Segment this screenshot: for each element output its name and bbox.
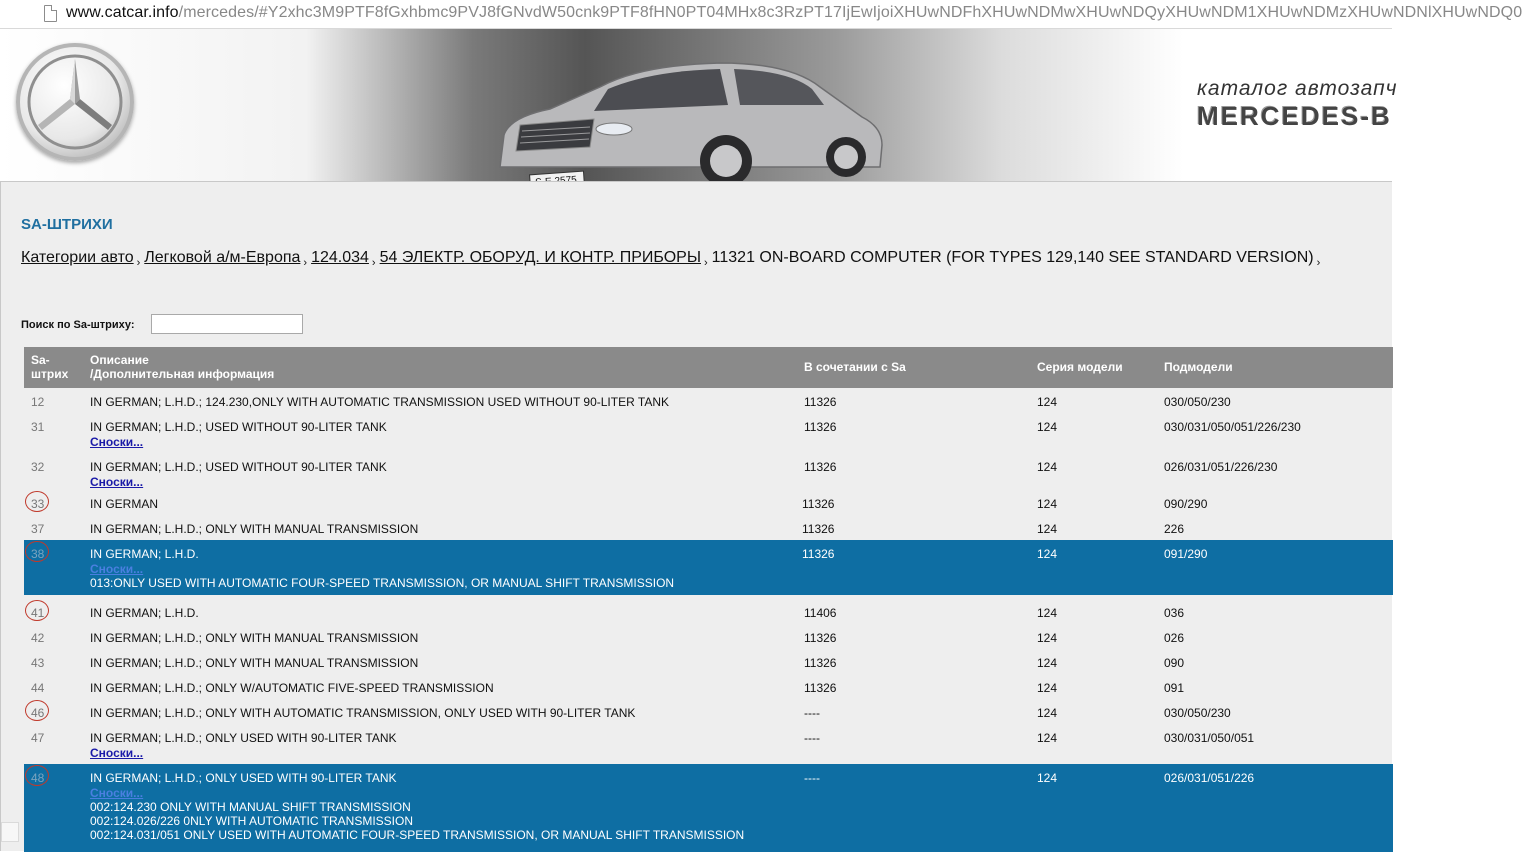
row-description: IN GERMAN; L.H.D.; ONLY WITH AUTOMATIC TRANSMISSION, ONLY USED WITH 90-LITER TANK: [90, 706, 636, 720]
mercedes-logo[interactable]: [16, 43, 134, 161]
table-row[interactable]: [24, 515, 1393, 540]
horizontal-scrollbar[interactable]: [1, 822, 19, 842]
breadcrumb: [21, 249, 1324, 267]
row-description: IN GERMAN; L.H.D.: [90, 606, 199, 620]
search-input[interactable]: [151, 314, 303, 334]
row-submodels: 226: [1164, 522, 1185, 536]
row-description: IN GERMAN; L.H.D.; ONLY USED WITH 90-LITER TANK Сноски...: [90, 731, 397, 760]
sa-number: 12: [31, 395, 45, 409]
page-document-icon: [44, 5, 57, 22]
row-submodels: 091: [1164, 681, 1185, 695]
row-description: IN GERMAN: [90, 497, 159, 511]
sa-number: 33: [31, 497, 45, 511]
row-submodels: 030/031/050/051/226/230: [1164, 420, 1301, 434]
breadcrumb-link-model[interactable]: 124.034: [311, 249, 369, 266]
row-series: 124: [1037, 731, 1058, 745]
row-series: 124: [1037, 656, 1058, 670]
breadcrumb-separator-icon: ›: [136, 257, 141, 269]
mercedes-star-icon: [24, 51, 126, 153]
site-header: [0, 29, 1398, 181]
row-series: 124: [1037, 497, 1058, 511]
sa-number: 46: [31, 706, 45, 720]
row-combo: 11326: [802, 522, 835, 536]
row-combo: 11326: [802, 497, 835, 511]
sa-number: 31: [31, 420, 45, 434]
table-row[interactable]: [24, 453, 1393, 490]
row-series: 124: [1037, 681, 1058, 695]
row-combo: 11326: [804, 656, 837, 670]
row-series: 124: [1037, 631, 1058, 645]
row-description: IN GERMAN; L.H.D. Сноски... 013:ONLY USED WITH AUTOMATIC FOUR-SPEED TRANSMISSION, OR MANUAL SHIFT TRANSMISSION: [90, 547, 675, 590]
footnotes-link[interactable]: Сноски...: [90, 786, 144, 800]
row-combo: 11326: [804, 631, 837, 645]
row-description: IN GERMAN; L.H.D.; USED WITHOUT 90-LITER TANK Сноски...: [90, 460, 387, 489]
footnotes-link[interactable]: Сноски...: [90, 746, 144, 760]
header-sa: Sa- штрих: [31, 353, 69, 381]
footnote-text: 002:124.230 ONLY WITH MANUAL SHIFT TRANSMISSION: [90, 800, 411, 814]
sa-number: 43: [31, 656, 45, 670]
row-submodels: 091/290: [1164, 547, 1208, 561]
row-submodels: 030/050/230: [1164, 706, 1231, 720]
row-submodels: 026/031/051/226: [1164, 771, 1255, 785]
row-submodels: 036: [1164, 606, 1185, 620]
sa-number: 32: [31, 460, 45, 474]
site-brand-title: MERCEDES-B: [1197, 101, 1392, 131]
sa-table: [24, 347, 1393, 842]
breadcrumb-separator-icon: ›: [1316, 257, 1321, 269]
row-combo: 11326: [804, 395, 837, 409]
row-combo: ----: [804, 706, 820, 720]
row-series: 124: [1037, 606, 1058, 620]
row-description: IN GERMAN; L.H.D.; ONLY WITH MANUAL TRANSMISSION: [90, 522, 419, 536]
row-series: 124: [1037, 395, 1058, 409]
row-combo: 11326: [804, 420, 837, 434]
footnote-text: 002:124.026/226 0NLY WITH AUTOMATIC TRANSMISSION: [90, 814, 414, 828]
row-submodels: 090: [1164, 656, 1185, 670]
table-row[interactable]: [24, 388, 1393, 413]
table-row[interactable]: [24, 490, 1393, 515]
footnote-text: 013:ONLY USED WITH AUTOMATIC FOUR-SPEED TRANSMISSION, OR MANUAL SHIFT TRANSMISSION: [90, 576, 675, 590]
row-combo: 11326: [804, 460, 837, 474]
row-submodels: 030/031/050/051: [1164, 731, 1255, 745]
page-title: SA-ШТРИХИ: [21, 216, 113, 233]
table-row[interactable]: [24, 413, 1393, 453]
row-combo: ----: [804, 771, 820, 785]
footnote-text: 002:124.031/051 ONLY USED WITH AUTOMATIC FOUR-SPEED TRANSMISSION, OR MANUAL SHIFT TRANSMISSION: [90, 828, 745, 842]
footnotes-link[interactable]: Сноски...: [90, 435, 144, 449]
table-row[interactable]: [24, 649, 1393, 674]
sa-number: 38: [31, 547, 45, 561]
breadcrumb-link-categories[interactable]: Категории авто: [21, 249, 134, 266]
breadcrumb-separator-icon: ›: [303, 257, 308, 269]
row-series: 124: [1037, 771, 1058, 785]
header-series: Серия модели: [1037, 360, 1123, 374]
row-combo: 11326: [802, 547, 835, 561]
sa-number: 41: [31, 606, 45, 620]
sa-number: 42: [31, 631, 45, 645]
url-text[interactable]: [66, 4, 1522, 22]
row-series: 124: [1037, 547, 1058, 561]
table-header: [24, 347, 1393, 388]
row-series: 124: [1037, 420, 1058, 434]
table-row[interactable]: [24, 674, 1393, 699]
main-content: [0, 181, 1392, 851]
breadcrumb-link-group[interactable]: 54 ЭЛЕКТР. ОБОРУД. И КОНТР. ПРИБОРЫ: [379, 249, 701, 266]
breadcrumb-separator-icon: ›: [703, 257, 708, 269]
table-row-selected[interactable]: [24, 540, 1393, 595]
row-combo: 11406: [804, 606, 837, 620]
url-path: /mercedes/#Y2xhc3M9PTF8fGxhbmc9PVJ8fGNvdW50cnk9PTF8fHN0PT04MHx8c3RzPT17IjEwIjoiXHUwNDFhXHUwNDMwXHUwNDQyXHUwNDM1XHUwNDMzXHUwNDNlXHUwNDQ0: [178, 4, 1522, 21]
header-submodels: Подмодели: [1164, 360, 1233, 374]
url-host: www.catcar.info: [66, 4, 179, 21]
row-description: IN GERMAN; L.H.D.; ONLY W/AUTOMATIC FIVE-SPEED TRANSMISSION: [90, 681, 494, 695]
search-label: Поиск по Sa-штриху:: [21, 319, 135, 331]
footnotes-link[interactable]: Сноски...: [90, 475, 144, 489]
row-series: 124: [1037, 460, 1058, 474]
header-description: Описание /Дополнительная информация: [90, 353, 275, 381]
row-combo: 11326: [804, 681, 837, 695]
breadcrumb-separator-icon: ›: [371, 257, 376, 269]
table-row[interactable]: [24, 724, 1393, 764]
row-submodels: 030/050/230: [1164, 395, 1231, 409]
table-row-selected[interactable]: [24, 764, 1393, 852]
row-series: 124: [1037, 522, 1058, 536]
row-series: 124: [1037, 706, 1058, 720]
breadcrumb-link-passenger-europe[interactable]: Легковой а/м-Европа: [144, 249, 301, 266]
table-row[interactable]: [24, 599, 1393, 624]
table-row[interactable]: [24, 624, 1393, 649]
row-description: IN GERMAN; L.H.D.; ONLY USED WITH 90-LITER TANK Сноски... 002:124.230 ONLY WITH MANUAL SHIFT TRANSMISSION 002:124.026/226 0NLY WITH AUTOMATIC TRANSMISSION 002:124.031/051 ONLY USED WITH AUTOMATIC FOUR-SPEED TRANSMISSION, OR MANUAL SHIFT TRANSMISSION: [90, 771, 745, 842]
sa-number: 48: [31, 771, 45, 785]
footnotes-link[interactable]: Сноски...: [90, 562, 144, 576]
sa-number: 47: [31, 731, 45, 745]
header-combo: В сочетании с Sa: [804, 360, 906, 374]
row-description: IN GERMAN; L.H.D.; ONLY WITH MANUAL TRANSMISSION: [90, 631, 419, 645]
sa-number: 44: [31, 681, 45, 695]
site-tagline: каталог автозапч: [1197, 77, 1398, 100]
browser-address-bar[interactable]: [0, 0, 1522, 29]
row-description: IN GERMAN; L.H.D.; USED WITHOUT 90-LITER TANK Сноски...: [90, 420, 387, 449]
car-image: [490, 47, 890, 181]
breadcrumb-current: 11321 ON-BOARD COMPUTER (FOR TYPES 129,140 SEE STANDARD VERSION): [711, 249, 1314, 266]
sa-search: [21, 319, 135, 331]
table-row[interactable]: [24, 699, 1393, 724]
row-submodels: 026: [1164, 631, 1185, 645]
sa-number: 37: [31, 522, 45, 536]
row-description: IN GERMAN; L.H.D.; ONLY WITH MANUAL TRANSMISSION: [90, 656, 419, 670]
row-description: IN GERMAN; L.H.D.; 124.230,ONLY WITH AUTOMATIC TRANSMISSION USED WITHOUT 90-LITER TANK: [90, 395, 669, 409]
row-submodels: 026/031/051/226/230: [1164, 460, 1278, 474]
row-submodels: 090/290: [1164, 497, 1208, 511]
row-combo: ----: [804, 731, 820, 745]
